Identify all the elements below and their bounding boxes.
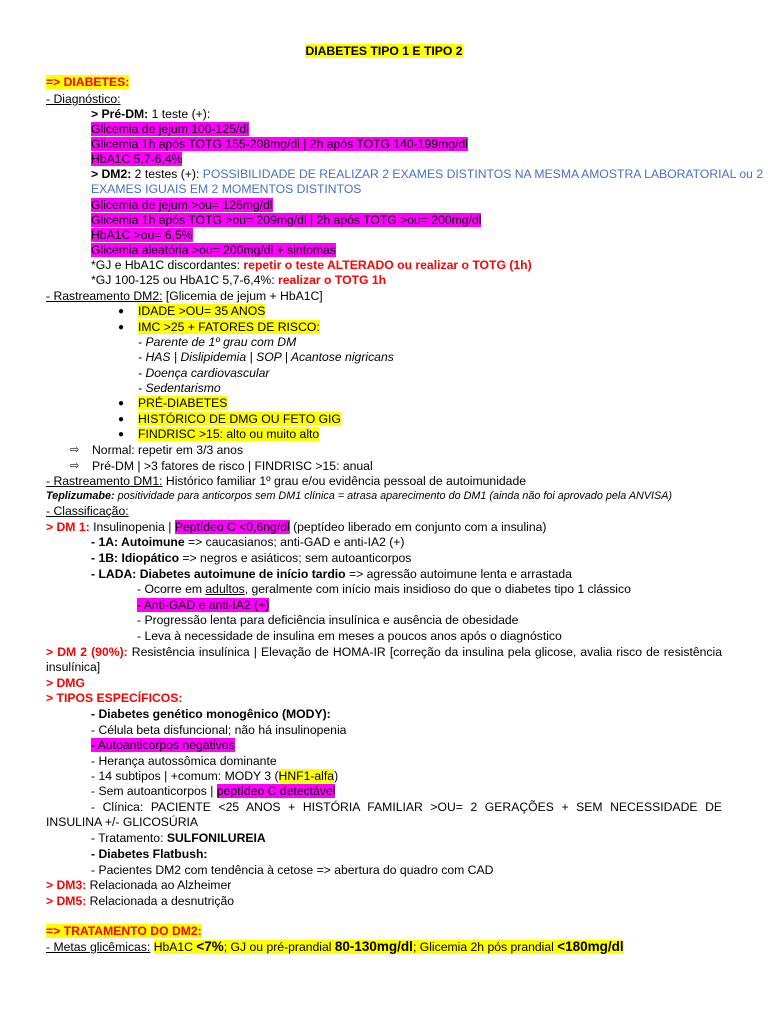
classificacao-label: - Classificação: <box>46 504 129 518</box>
flatbush-detail: - Pacientes DM2 com tendência à cetose => abertura do quadro com CAD <box>91 863 494 877</box>
dm1b-line: - 1B: Idiopático => negros e asiáticos; sem autoanticorpos <box>91 551 412 565</box>
dm1a-line: - 1A: Autoimune => caucasianos; anti-GAD e anti-IA2 (+) <box>91 535 405 549</box>
risk-item: IMC >25 + FATORES DE RISCO: <box>138 320 320 334</box>
teplizumabe-note: Teplizumabe: positividade para anticorpos sem DM1 clínica = atrasa aparecimento do DM1 (ainda não foi aprovado pela ANVISA) <box>46 490 673 502</box>
dm2-note-continued: EXAMES IGUAIS EM 2 MOMENTOS DISTINTOS <box>91 182 362 196</box>
dmg-label: > DMG <box>46 676 85 690</box>
dm2-class-line: > DM 2 (90%): Resistência insulínica | Elevação de HOMA-IR [correção da insulina pela glicose, avalia risco de resistência insulínica] <box>46 645 723 674</box>
note-discordant: *GJ e HbA1C discordantes: repetir o teste ALTERADO ou realizar o TOTG (1h) <box>91 258 532 272</box>
mody-detail: - Autoanticorpos negativos <box>91 738 235 752</box>
risk-subitem: - HAS | Dislipidemia | SOP | Acantose nigricans <box>138 350 394 364</box>
risk-item: FINDRISC >15: alto ou muito alto <box>138 427 320 441</box>
section-heading-tratamento: => TRATAMENTO DO DM2: <box>46 924 202 938</box>
rastreamento-dm2: - Rastreamento DM2: [Glicemia de jejum + HbA1C] <box>46 289 323 303</box>
risk-subitem: - Doença cardiovascular <box>138 366 270 380</box>
diagnostico-label: - Diagnóstico: <box>46 92 121 106</box>
dm2-criterion: Glicemia aleatória >ou= 200mg/dl + sintomas <box>91 243 336 257</box>
lada-detail: - Anti-GAD e anti-IA2 (+) <box>137 598 270 612</box>
lada-detail: - Ocorre em adultos, geralmente com início mais insidioso do que o diabetes tipo 1 clássico <box>137 582 631 596</box>
tipos-especificos-label: > TIPOS ESPECÍFICOS: <box>46 691 183 705</box>
risk-item: PRÉ-DIABETES <box>138 396 228 410</box>
dm2-criterion: Glicemia 1h após TOTG >ou= 209mg/dl | 2h após TOTG >ou= 200mg/dl <box>91 213 482 227</box>
mody-clinica: - Clínica: PACIENTE <25 ANOS + HISTÓRIA FAMILIAR >OU= 2 GERAÇÕES + SEM NECESSIDADE DE INSULINA +/- GLICOSÚRIA <box>46 800 722 829</box>
metas-glicemicas: - Metas glicêmicas: HbA1C <7%; GJ ou pré-prandial 80-130mg/dl; Glicemia 2h pós prandial <180mg/dl <box>46 939 624 954</box>
mody-detail: - 14 subtipos | +comum: MODY 3 (HNF1-alfa) <box>91 769 339 783</box>
dm2-criterion: Glicemia de jejum >ou= 126mg/dl <box>91 198 273 212</box>
mody-detail: - Sem autoanticorpos | peptídeo C detectável <box>91 784 336 798</box>
risk-subitem: - Sedentarismo <box>138 381 221 395</box>
note-totg: *GJ 100-125 ou HbA1C 5,7-6,4%: realizar o TOTG 1h <box>91 273 387 287</box>
bullet-icon: ● <box>118 322 125 333</box>
risk-item: IDADE >OU= 35 ANOS <box>138 304 266 318</box>
dm2-criterion: HbA1C >ou= 6,5% <box>91 228 193 242</box>
dm1-line: > DM 1: Insulinopenia | Peptídeo C <0,6ng/dl (peptídeo liberado em conjunto com a insulina) <box>46 520 547 534</box>
bullet-icon: ● <box>118 398 125 409</box>
mody-tratamento: - Tratamento: SULFONILUREIA <box>91 831 266 845</box>
bullet-icon: ● <box>118 414 125 425</box>
mody-detail: - Célula beta disfuncional; não há insulinopenia <box>91 723 347 737</box>
lada-detail: - Leva à necessidade de insulina em meses a poucos anos após o diagnóstico <box>137 629 562 643</box>
mody-detail: - Herança autossômica dominante <box>91 754 277 768</box>
bullet-icon: ● <box>118 429 125 440</box>
lada-line: - LADA: Diabetes autoimune de início tardio => agressão autoimune lenta e arrastada <box>91 567 572 581</box>
lada-detail: - Progressão lenta para deficiência insulínica e ausência de obesidade <box>137 613 519 627</box>
risk-item: HISTÓRICO DE DMG OU FETO GIG <box>138 412 341 426</box>
mody-heading: - Diabetes genético monogênico (MODY): <box>91 707 331 721</box>
risk-subitem: - Parente de 1º grau com DM <box>138 335 297 349</box>
screening-interval: Normal: repetir em 3/3 anos <box>92 443 244 457</box>
dm3-line: > DM3: Relacionada ao Alzheimer <box>46 878 232 892</box>
doc-title: DIABETES TIPO 1 E TIPO 2 <box>305 44 463 58</box>
pre-dm-criterion: Glicemia 1h após TOTG 155-208mg/dl | 2h após TOTG 140-199mg/dl <box>91 137 468 151</box>
pre-dm-criterion: Glicemia de jejum 100-125/dl <box>91 122 249 136</box>
bullet-icon: ● <box>118 306 125 317</box>
rastreamento-dm1: - Rastreamento DM1: Histórico familiar 1º grau e/ou evidência pessoal de autoimunidade <box>46 474 527 488</box>
arrow-icon: ⇨ <box>70 444 80 456</box>
flatbush-heading: - Diabetes Flatbush: <box>91 847 208 861</box>
dm5-line: > DM5: Relacionada a desnutrição <box>46 894 234 908</box>
section-heading-diabetes: => DIABETES: <box>46 75 130 89</box>
pre-dm-line: > Pré-DM: 1 teste (+): <box>91 107 211 121</box>
pre-dm-criterion: HbA1C 5,7-6,4% <box>91 152 183 166</box>
screening-interval: Pré-DM | >3 fatores de risco | FINDRISC >15: anual <box>92 459 373 473</box>
arrow-icon: ⇨ <box>70 460 80 472</box>
dm2-line: > DM2: 2 testes (+): POSSIBILIDADE DE REALIZAR 2 EXAMES DISTINTOS NA MESMA AMOSTRA LABORATORIAL ou 2 <box>91 167 764 181</box>
